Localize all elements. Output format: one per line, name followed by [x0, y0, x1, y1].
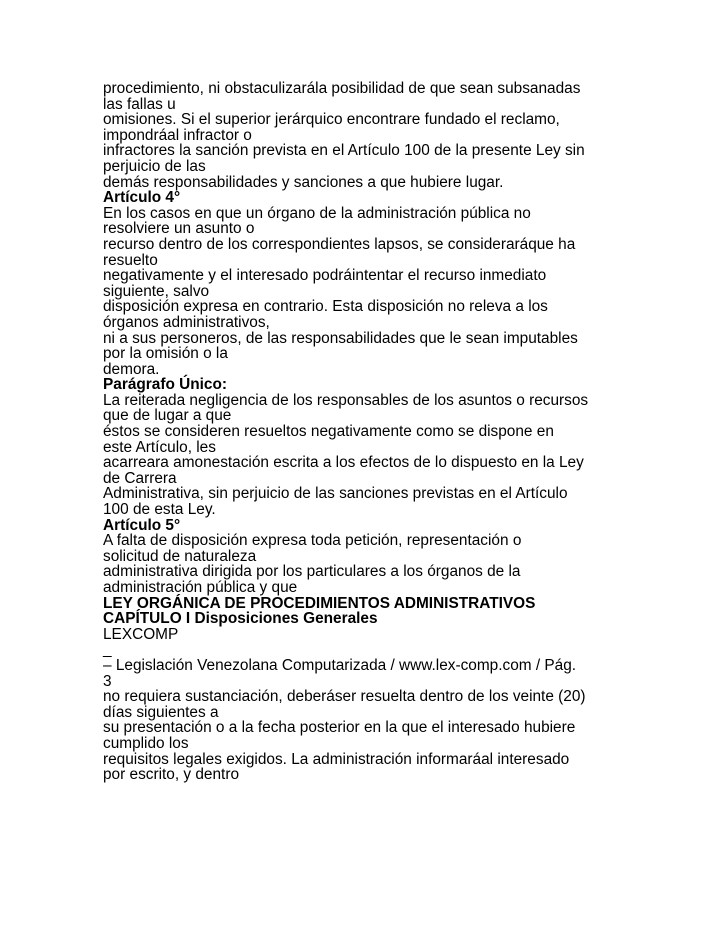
text-line: días siguientes a	[103, 703, 219, 721]
text-line: 100 de esta Ley.	[103, 501, 216, 519]
section-heading: Parágrafo Único:	[103, 376, 228, 394]
text-line: requisitos legales exigidos. La administración informaráal interesado	[103, 750, 570, 768]
text-line: ni a sus personeros, de las responsabilidades que le sean imputables	[103, 329, 578, 347]
document-page	[103, 81, 643, 783]
text-line: su presentación o a la fecha posterior en la que el interesado hubiere	[103, 719, 576, 737]
text-line: las fallas u	[103, 95, 176, 113]
text-line: omisiones. Si el superior jerárquico encontrare fundado el reclamo,	[103, 111, 560, 129]
text-line: demás responsabilidades y sanciones a que hubiere lugar.	[103, 173, 504, 191]
text-line: impondráal infractor o	[103, 126, 252, 144]
section-heading: CAPÍTULO I Disposiciones Generales	[103, 610, 378, 628]
text-line: infractores la sanción prevista en el Artículo 100 de la presente Ley sin	[103, 142, 585, 160]
text-line: demora.	[103, 360, 160, 378]
text-line: siguiente, salvo	[103, 282, 210, 300]
text-line: por la omisión o la	[103, 345, 228, 363]
section-heading: Artículo 5°	[103, 516, 181, 534]
text-line: no requiera sustanciación, deberáser resuelta dentro de los veinte (20)	[103, 688, 586, 706]
text-line: En los casos en que un órgano de la administración pública no	[103, 204, 531, 222]
text-line: administración pública y que	[103, 579, 298, 596]
text-line: A falta de disposición expresa toda petición, representación o	[103, 532, 522, 550]
text-line: solicitud de naturaleza	[103, 547, 257, 565]
text-line: resuelto	[103, 251, 158, 269]
text-line: de Carrera	[103, 469, 177, 487]
text-line: Administrativa, sin perjuicio de las sanciones previstas en el Artículo	[103, 485, 568, 503]
text-line: cumplido los	[103, 734, 189, 752]
text-line: recurso dentro de los correspondientes lapsos, se consideraráque ha	[103, 235, 576, 253]
section-heading: Artículo 4°	[103, 189, 181, 207]
text-line: órganos administrativos,	[103, 313, 270, 331]
text-line: que de lugar a que	[103, 407, 232, 425]
text-line: resolviere un asunto o	[103, 220, 255, 238]
text-line: administrativa dirigida por los particulares a los órganos de la	[103, 563, 521, 581]
section-heading: LEY ORGÁNICA DE PROCEDIMIENTOS ADMINISTRATIVOS	[103, 594, 536, 612]
text-line: LEXCOMP	[103, 625, 179, 643]
text-line: este Artículo, les	[103, 438, 216, 456]
text-line: negativamente y el interesado podráintentar el recurso inmediato	[103, 267, 547, 285]
text-line: – Legislación Venezolana Computarizada / www.lex-comp.com / Pág.	[103, 656, 577, 674]
text-line: 3	[103, 672, 112, 690]
text-line: acarreara amonestación escrita a los efectos de lo dispuesto en la Ley	[103, 454, 584, 472]
text-line: _	[103, 641, 112, 659]
text-line: La reiterada negligencia de los responsables de los asuntos o recursos	[103, 391, 589, 409]
text-line: perjuicio de las	[103, 157, 206, 175]
text-line: procedimiento, ni obstaculizarála posibilidad de que sean subsanadas	[103, 80, 581, 97]
text-line: por escrito, y dentro	[103, 766, 240, 784]
text-line: éstos se consideren resueltos negativamente como se dispone en	[103, 423, 554, 441]
text-line: disposición expresa en contrario. Esta disposición no releva a los	[103, 298, 548, 316]
